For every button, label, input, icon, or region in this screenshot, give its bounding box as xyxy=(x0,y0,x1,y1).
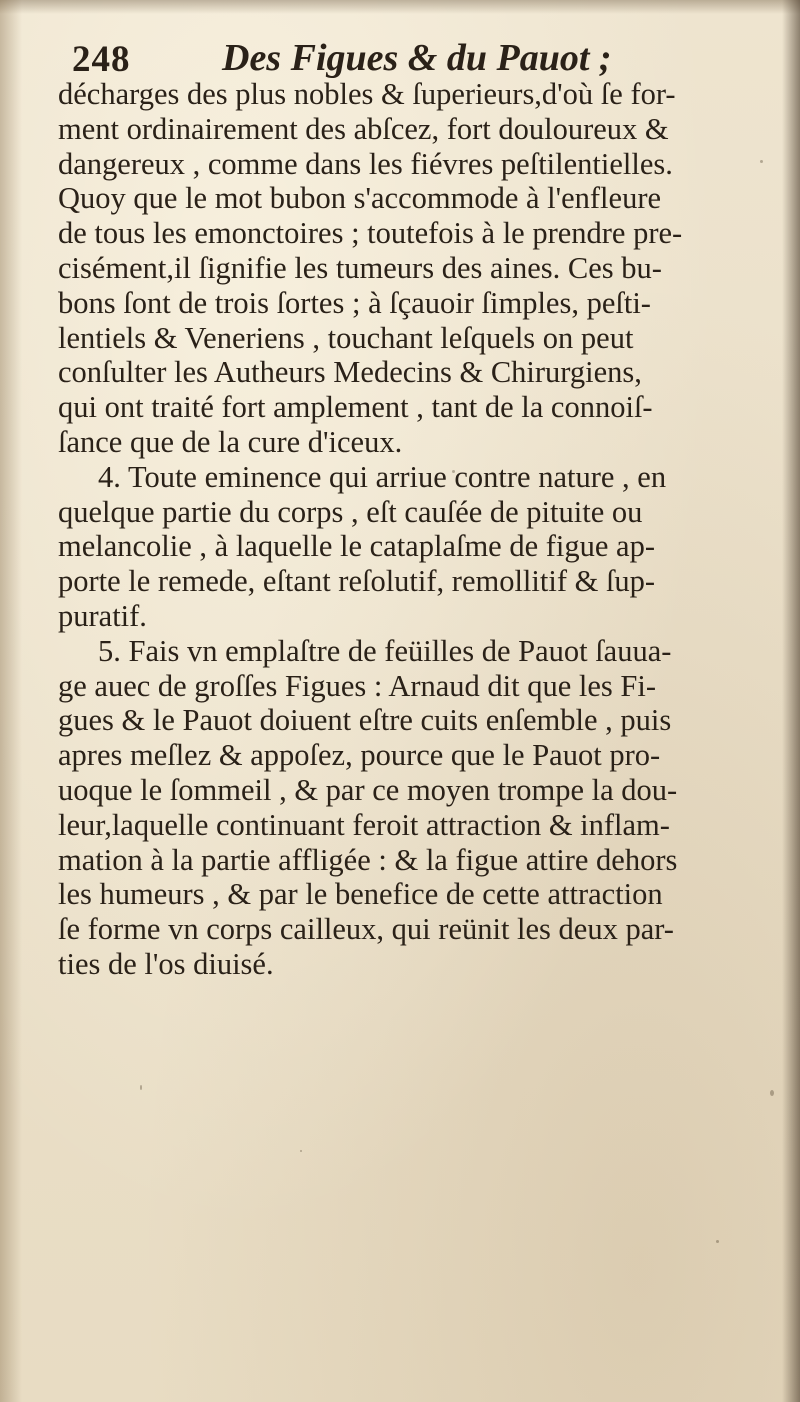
page-number: 248 xyxy=(72,39,131,80)
text-line: mation à la partie affligée : & la figue attire dehors xyxy=(58,842,678,877)
page-edge-shadow xyxy=(782,0,800,1402)
text-line: gues & le Pauot doiuent eſtre cuits enſemble , puis xyxy=(58,703,672,738)
text-line: qui ont traité fort amplement , tant de la connoiſ- xyxy=(58,390,653,425)
text-line: apres meſlez & appoſez, pource que le Pauot pro- xyxy=(58,738,661,773)
text-line: les humeurs , & par le benefice de cette attraction xyxy=(58,877,663,912)
text-line: ties de l'os diuisé. xyxy=(58,946,274,981)
text-line: cisément,il ſignifie les tumeurs des aines. Ces bu- xyxy=(58,250,662,285)
text-line: ment ordinairement des abſcez, fort douloureux & xyxy=(58,111,669,146)
text-line: Quoy que le mot bubon s'accommode à l'enfleure xyxy=(58,181,662,216)
text-line: quelque partie du corps , eſt cauſée de pituite ou xyxy=(58,494,643,529)
page-gutter-shadow xyxy=(0,0,22,1402)
text-line: lentiels & Veneriens , touchant leſquels on peut xyxy=(58,320,634,355)
text-line: melancolie , à laquelle le cataplaſme de figue ap- xyxy=(58,529,655,564)
text-line: ſance que de la cure d'iceux. xyxy=(58,424,403,459)
paragraph-4-start: 4. Toute eminence qui arriue contre nature , en xyxy=(98,459,667,494)
text-line: décharges des plus nobles & ſuperieurs,d'où ſe for- xyxy=(58,77,676,111)
text-line: bons ſont de trois ſortes ; à ſçauoir ſimples, peſti- xyxy=(58,285,651,320)
text-line: porte le remede, eſtant reſolutif, remollitif & ſup- xyxy=(58,564,656,599)
text-line: leur,laquelle continuant feroit attraction & inflam- xyxy=(58,807,670,842)
page-top-shadow xyxy=(0,0,800,14)
body-text xyxy=(58,77,770,982)
text-line: de tous les emonctoires ; toutefois à le prendre pre- xyxy=(58,216,683,251)
text-line: conſulter les Autheurs Medecins & Chirurgiens, xyxy=(58,355,642,390)
text-line: ge auec de groſſes Figues : Arnaud dit que les Fi- xyxy=(58,668,657,703)
text-line: dangereux , comme dans les fiévres peſtilentielles. xyxy=(58,146,673,181)
text-line: ſe forme vn corps cailleux, qui reünit les deux par- xyxy=(58,912,674,947)
running-title: Des Figues & du Pauot ; xyxy=(222,37,612,79)
paragraph-5-start: 5. Fais vn emplaſtre de feüilles de Pauot ſauua- xyxy=(98,633,672,668)
text-line: uoque le ſommeil , & par ce moyen trompe la dou- xyxy=(58,772,678,807)
text-line: puratif. xyxy=(58,598,147,633)
